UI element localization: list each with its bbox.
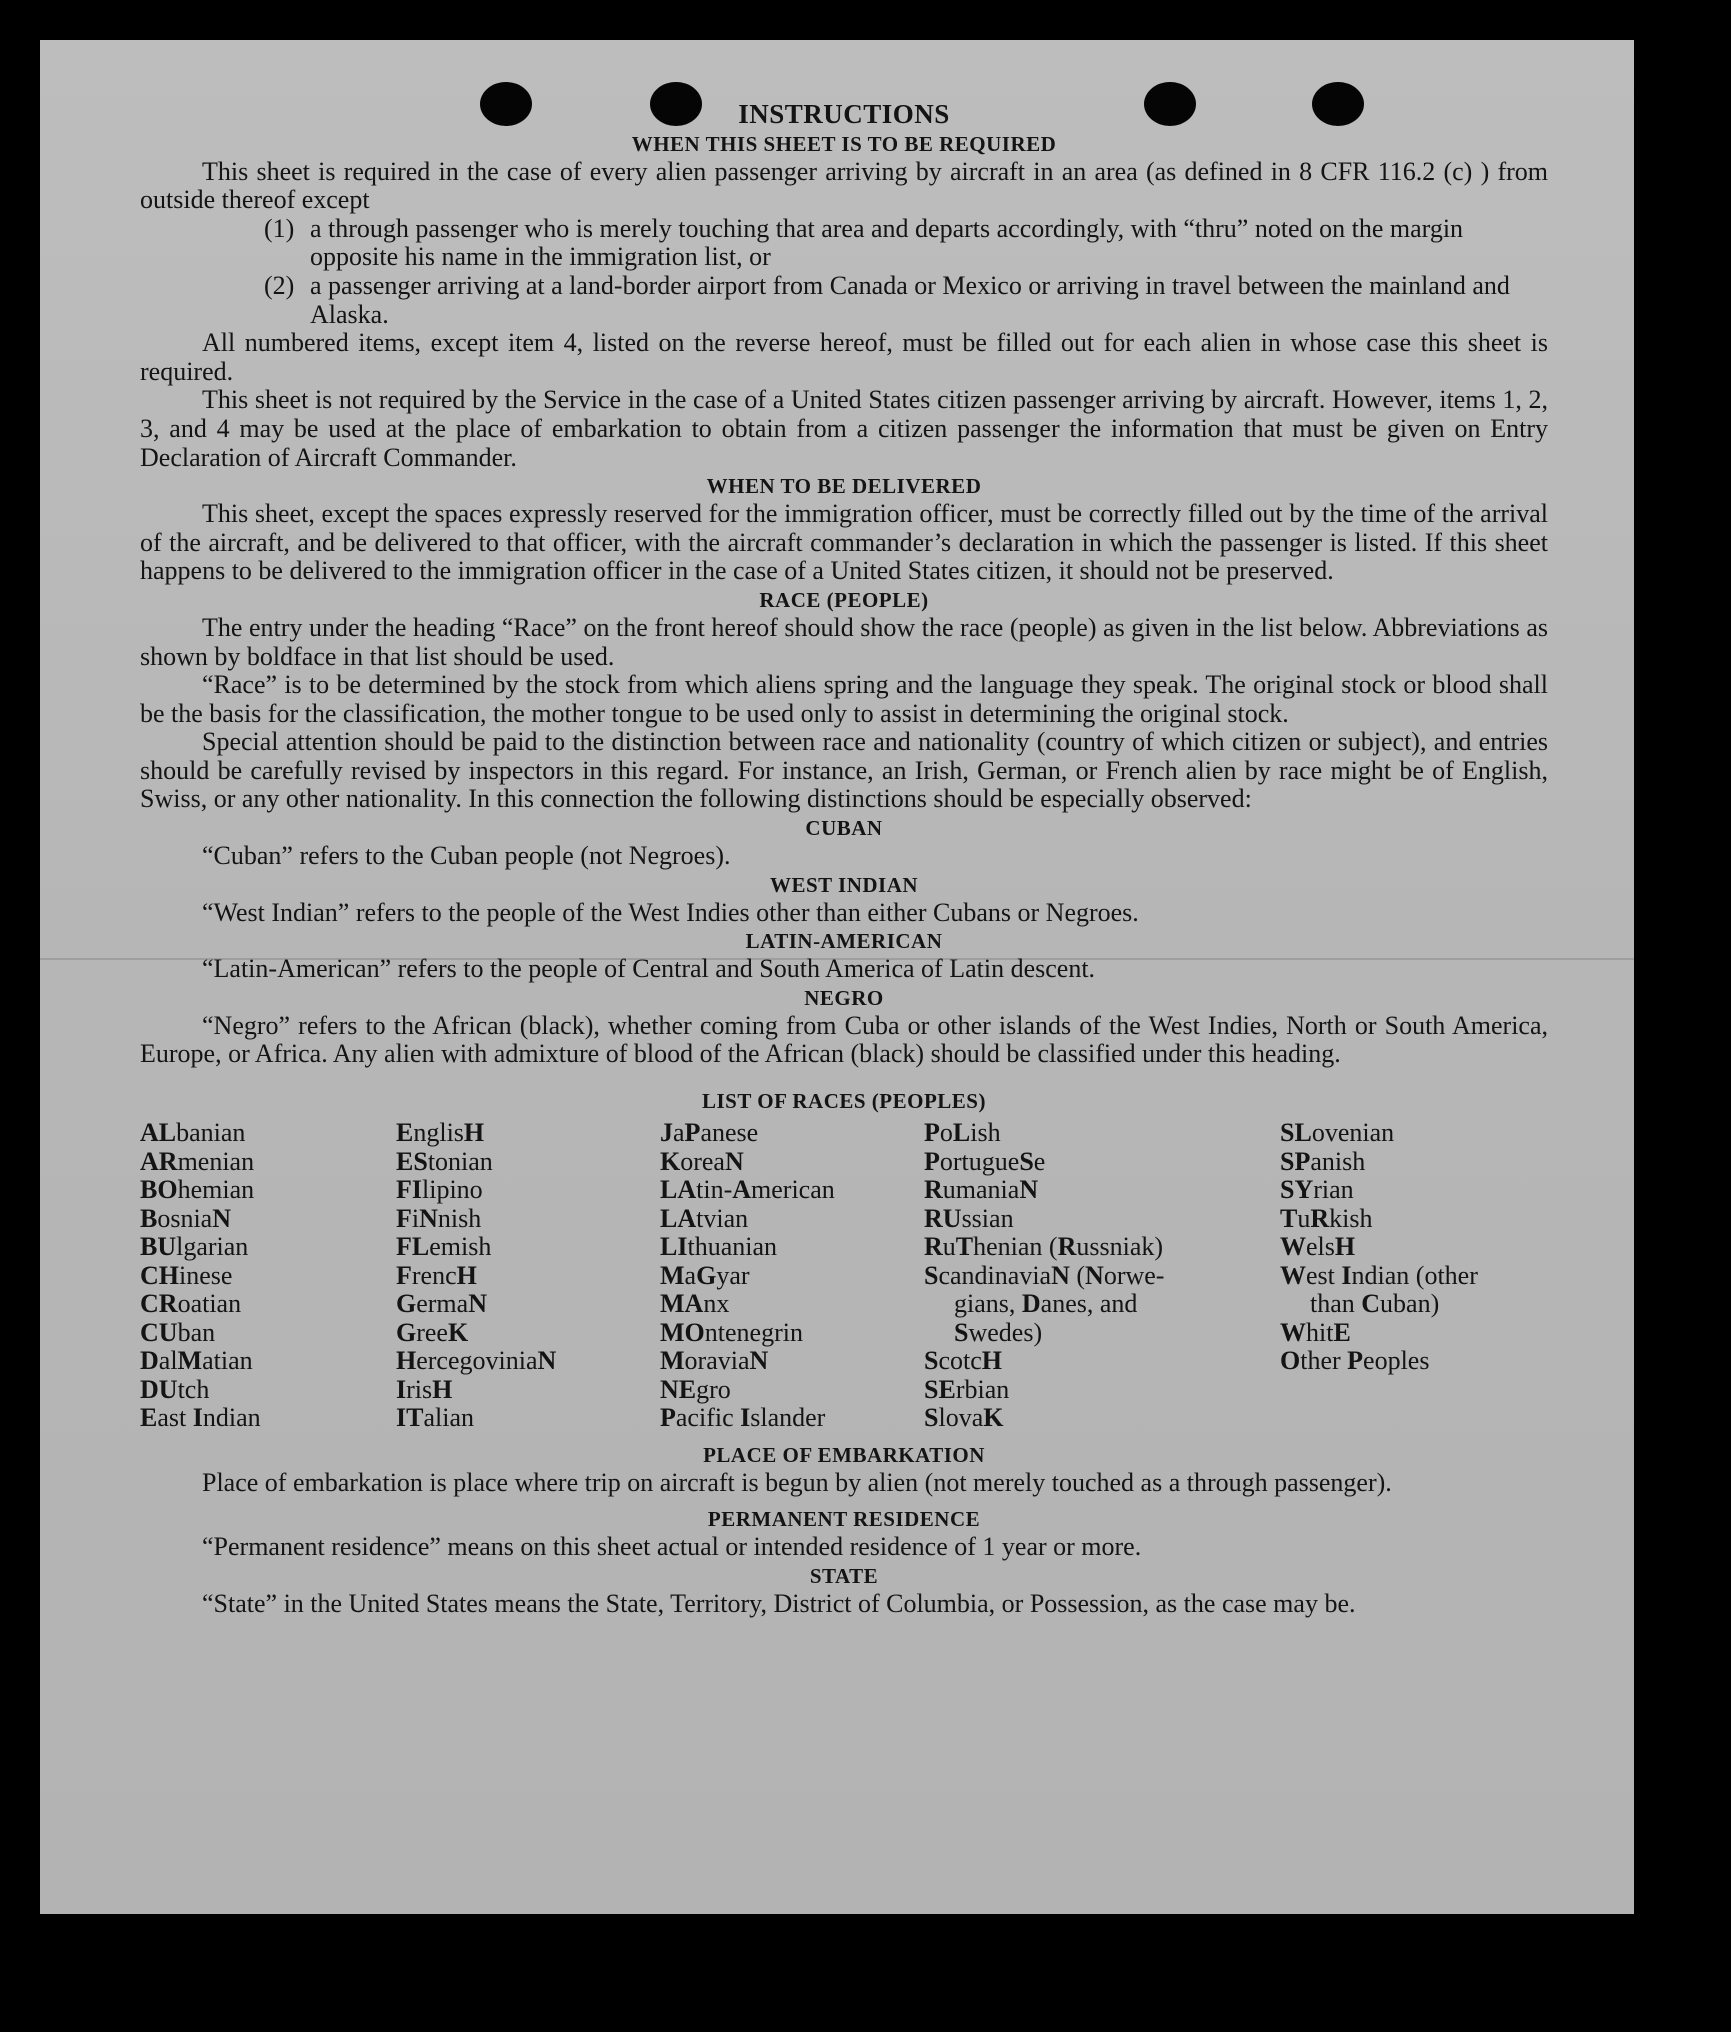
instructions-body [140, 100, 1548, 1618]
race-entry: RuThenian (Russniak) [924, 1232, 1164, 1262]
section-heading: LATIN-AMERICAN [745, 929, 943, 954]
paragraph: The entry under the heading “Race” on the front hereof should show the race (people) as given in the list below. Abbreviations as shown by boldface in that list should be used. [140, 612, 1548, 671]
page-title: INSTRUCTIONS [738, 99, 950, 129]
race-entry: TuRkish [1280, 1203, 1373, 1233]
paragraph: This sheet is not required by the Service in the case of a United States citizen passenger arriving by aircraft. However, items 1, 2, 3, and 4 may be used at the place of embarkation to obtain from a citizen passenger the information that must be given on Entry Declaration of Aircraft Commander. [140, 385, 1548, 472]
section-heading: STATE [809, 1563, 879, 1588]
race-entry: SYrian [1280, 1175, 1354, 1205]
race-entry: SPanish [1280, 1146, 1366, 1176]
race-entry: MaGyar [660, 1260, 750, 1290]
paragraph: “State” in the United States means the State, Territory, District of Columbia, or Possession, as the case may be. [202, 1588, 1356, 1618]
races-column [924, 1119, 1280, 1433]
races-column [1280, 1119, 1548, 1433]
race-entry: EnglisH [396, 1118, 485, 1148]
race-entry: FLemish [396, 1232, 492, 1262]
race-entry: SErbian [924, 1374, 1010, 1404]
paragraph: This sheet is required in the case of every alien passenger arriving by aircraft in an area (as defined in 8 CFR 116.2 (c) ) from outside thereof except [140, 156, 1548, 215]
race-entry: EStonian [396, 1146, 493, 1176]
race-entry: WelsH [1280, 1232, 1356, 1262]
item-text: a passenger arriving at a land-border airport from Canada or Mexico or arriving in travel between the mainland and Alaska. [310, 270, 1510, 329]
section-heading: WHEN TO BE DELIVERED [706, 474, 982, 499]
races-list [140, 1119, 1548, 1433]
paragraph: “Cuban” refers to the Cuban people (not Negroes). [202, 841, 731, 871]
race-entry: ScotcH [924, 1346, 1003, 1376]
paragraph: “Negro” refers to the African (black), whether coming from Cuba or other islands of the West Indies, North or South America, Europe, or Africa. Any alien with admixture of blood of the African (black) should be classified under this heading. [140, 1010, 1548, 1069]
race-entry: Swedes) [954, 1317, 1043, 1347]
race-entry: West Indian (other [1280, 1260, 1478, 1290]
race-entry: JaPanese [660, 1118, 759, 1148]
race-entry: MOntenegrin [660, 1317, 803, 1347]
paragraph: Special attention should be paid to the distinction between race and nationality (country of which citizen or subject), and entries should be carefully revised by inspectors in this regard. For instance, an Irish, German, or French alien by race might be of English, Swiss, or any other nationality. In this connection the following distinctions should be especially observed: [140, 727, 1548, 814]
paragraph: “Race” is to be determined by the stock from which aliens spring and the language they speak. The original stock or blood shall be the basis for the classification, the mother tongue to be used only to assist in determining the original stock. [140, 670, 1548, 728]
numbered-item [140, 215, 1548, 272]
race-entry: CHinese [140, 1260, 233, 1290]
race-entry: FiNnish [396, 1203, 482, 1233]
race-entry: GermaN [396, 1289, 487, 1319]
races-column [396, 1119, 660, 1433]
section-heading: NEGRO [804, 985, 884, 1010]
races-column [660, 1119, 924, 1433]
paragraph: This sheet, except the spaces expressly reserved for the immigration officer, must be correctly filled out by the time of the arrival of the aircraft, and be delivered to that officer, with the aircraft commander’s declaration in which the passenger is listed. If this sheet happens to be delivered to the immigration officer in the case of a United States citizen, it should not be preserved. [140, 499, 1548, 586]
race-entry: CRoatian [140, 1289, 242, 1319]
race-entry: LAtvian [660, 1203, 749, 1233]
item-text: a through passenger who is merely touching that area and departs accordingly, with “thru” noted on the margin opposite his name in the immigration list, or [310, 213, 1464, 272]
race-entry: RumaniaN [924, 1175, 1039, 1205]
race-entry: Pacific Islander [660, 1403, 826, 1433]
race-entry: FrencH [396, 1260, 477, 1290]
races-column [140, 1119, 396, 1433]
race-entry: MoraviaN [660, 1346, 769, 1376]
paragraph: “Permanent residence” means on this sheet actual or intended residence of 1 year or more. [202, 1532, 1142, 1562]
section-heading: WEST INDIAN [769, 872, 919, 897]
paragraph: All numbered items, except item 4, listed on the reverse hereof, must be filled out for each alien in whose case this sheet is required. [140, 328, 1548, 386]
paragraph: Place of embarkation is place where trip on aircraft is begun by alien (not merely touched as a through passenger). [202, 1467, 1392, 1497]
race-entry: RUssian [924, 1203, 1014, 1233]
race-entry: BUlgarian [140, 1232, 249, 1262]
race-entry: ALbanian [140, 1118, 246, 1148]
race-entry: IrisH [396, 1374, 453, 1404]
numbered-item [140, 272, 1548, 329]
item-number: (1) [264, 213, 295, 243]
race-entry: DUtch [140, 1374, 210, 1404]
section-heading: WHEN THIS SHEET IS TO BE REQUIRED [631, 131, 1057, 156]
document-sheet [40, 40, 1634, 1914]
section-heading: RACE (PEOPLE) [759, 587, 929, 612]
race-entry: NEgro [660, 1374, 731, 1404]
paragraph: “Latin-American” refers to the people of Central and South America of Latin descent. [202, 954, 1096, 984]
race-entry: KoreaN [660, 1146, 744, 1176]
race-entry: BosniaN [140, 1203, 232, 1233]
race-entry: ARmenian [140, 1146, 255, 1176]
race-entry: than Cuban) [1310, 1289, 1440, 1319]
section-heading: CUBAN [805, 816, 883, 841]
race-entry: PortugueSe [924, 1146, 1046, 1176]
race-entry: ITalian [396, 1403, 474, 1433]
section-heading: LIST OF RACES (PEOPLES) [702, 1089, 986, 1114]
race-entry: CUban [140, 1317, 216, 1347]
race-entry: BOhemian [140, 1175, 255, 1205]
race-entry: Other Peoples [1280, 1346, 1430, 1376]
race-entry: LIthuanian [660, 1232, 777, 1262]
race-entry: East Indian [140, 1403, 261, 1433]
race-entry: LAtin-American [660, 1175, 835, 1205]
race-entry: gians, Danes, and [954, 1289, 1138, 1319]
race-entry: GreeK [396, 1317, 469, 1347]
race-entry: SlovaK [924, 1403, 1004, 1433]
race-entry: DalMatian [140, 1346, 253, 1376]
race-entry: ScandinaviaN (Norwe- [924, 1260, 1165, 1290]
race-entry: FIlipino [396, 1175, 483, 1205]
paragraph: “West Indian” refers to the people of the West Indies other than either Cubans or Negroes. [202, 897, 1139, 927]
section-heading: PLACE OF EMBARKATION [703, 1442, 985, 1467]
race-entry: MAnx [660, 1289, 730, 1319]
race-entry: SLovenian [1280, 1118, 1395, 1148]
race-entry: PoLish [924, 1118, 1001, 1148]
section-heading: PERMANENT RESIDENCE [707, 1507, 981, 1532]
item-number: (2) [264, 270, 295, 300]
race-entry: WhitE [1280, 1317, 1351, 1347]
race-entry: HercegoviniaN [396, 1346, 557, 1376]
